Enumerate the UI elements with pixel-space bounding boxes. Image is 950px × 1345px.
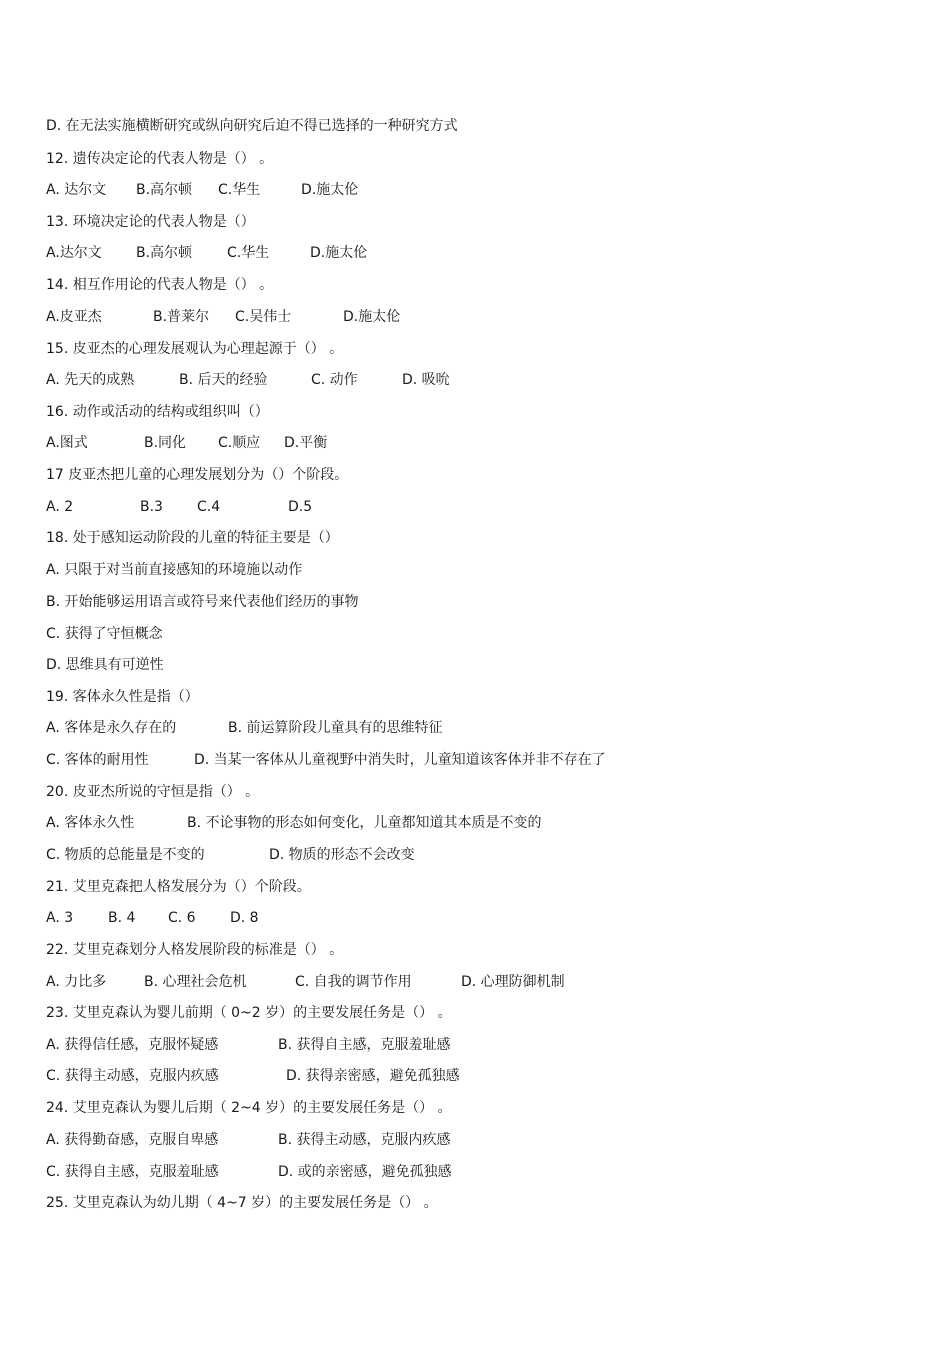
question-24: 24. 艾里克森认为婴儿后期（ 2~4 岁）的主要发展任务是（） 。 xyxy=(46,1100,452,1116)
question-22: 22. 艾里克森划分人格发展阶段的标准是（） 。 xyxy=(46,942,344,958)
option-c: C.吴伟士 xyxy=(235,309,292,325)
option-b: B. 不论事物的形态如何变化，儿童都知道其本质是不变的 xyxy=(187,815,542,831)
option-d: D.施太伦 xyxy=(343,309,401,325)
question-17: 17 皮亚杰把儿童的心理发展划分为（）个阶段。 xyxy=(46,467,349,483)
option-a: A.达尔文 xyxy=(46,245,102,261)
question-20: 20. 皮亚杰所说的守恒是指（） 。 xyxy=(46,784,260,800)
option-b: B. 获得自主感，克服羞耻感 xyxy=(278,1037,451,1053)
option-b: B.3 xyxy=(140,499,163,515)
question-14: 14. 相互作用论的代表人物是（） 。 xyxy=(46,277,274,293)
option-c: C. 6 xyxy=(168,910,196,926)
option-c: C.华生 xyxy=(218,182,261,198)
option-d: D.平衡 xyxy=(284,435,328,451)
option-b: B. 心理社会危机 xyxy=(144,974,247,990)
question-16: 16. 动作或活动的结构或组织叫（） xyxy=(46,404,269,420)
question-15: 15. 皮亚杰的心理发展观认为心理起源于（） 。 xyxy=(46,341,344,357)
option-a: A.皮亚杰 xyxy=(46,309,102,325)
option-c: C. 获得自主感，克服羞耻感 xyxy=(46,1164,219,1180)
question-23: 23. 艾里克森认为婴儿前期（ 0~2 岁）的主要发展任务是（） 。 xyxy=(46,1005,452,1021)
option-d: D.施太伦 xyxy=(301,182,359,198)
option-b: B. 前运算阶段儿童具有的思维特征 xyxy=(228,720,443,736)
option-b: B.同化 xyxy=(144,435,187,451)
option-d: D. 吸吮 xyxy=(402,372,450,388)
option-d: D.5 xyxy=(288,499,313,515)
option-a: A.图式 xyxy=(46,435,88,451)
option-a: A. 3 xyxy=(46,910,74,926)
option-b: B.普莱尔 xyxy=(153,309,210,325)
question-18-option-a: A. 只限于对当前直接感知的环境施以动作 xyxy=(46,562,303,578)
option-b: B. 后天的经验 xyxy=(179,372,268,388)
question-18-option-b: B. 开始能够运用语言或符号来代表他们经历的事物 xyxy=(46,594,359,610)
option-d: D. 当某一客体从儿童视野中消失时，儿童知道该客体并非不存在了 xyxy=(194,752,606,768)
question-18-option-c: C. 获得了守恒概念 xyxy=(46,626,163,642)
option-c: C. 客体的耐用性 xyxy=(46,752,149,768)
option-a: A. 力比多 xyxy=(46,974,107,990)
option-d: D. 心理防御机制 xyxy=(461,974,565,990)
question-12-prev-option-d: D. 在无法实施横断研究或纵向研究后迫不得已选择的一种研究方式 xyxy=(46,118,458,134)
question-13: 13. 环境决定论的代表人物是（） xyxy=(46,214,255,230)
option-a: A. 先天的成熟 xyxy=(46,372,135,388)
option-a: A. 获得勤奋感，克服自卑感 xyxy=(46,1132,219,1148)
option-c: C.华生 xyxy=(227,245,270,261)
option-b: B.高尔顿 xyxy=(136,182,193,198)
question-18: 18. 处于感知运动阶段的儿童的特征主要是（） xyxy=(46,530,339,546)
option-c: C.4 xyxy=(197,499,221,515)
option-a: A. 获得信任感，克服怀疑感 xyxy=(46,1037,219,1053)
option-c: C. 自我的调节作用 xyxy=(295,974,412,990)
option-d: D. 获得亲密感，避免孤独感 xyxy=(286,1068,460,1084)
option-c: C. 物质的总能量是不变的 xyxy=(46,847,205,863)
option-d: D. 8 xyxy=(230,910,259,926)
option-c: C. 动作 xyxy=(311,372,358,388)
question-21: 21. 艾里克森把人格发展分为（）个阶段。 xyxy=(46,879,311,895)
option-c: C.顺应 xyxy=(218,435,261,451)
option-c: C. 获得主动感，克服内疚感 xyxy=(46,1068,219,1084)
option-a: A. 2 xyxy=(46,499,74,515)
question-25: 25. 艾里克森认为幼儿期（ 4~7 岁）的主要发展任务是（） 。 xyxy=(46,1195,438,1211)
question-12: 12. 遗传决定论的代表人物是（） 。 xyxy=(46,151,274,167)
option-d: D. 或的亲密感，避免孤独感 xyxy=(278,1164,452,1180)
question-18-option-d: D. 思维具有可逆性 xyxy=(46,657,164,673)
option-d: D. 物质的形态不会改变 xyxy=(269,847,415,863)
option-b: B. 获得主动感，克服内疚感 xyxy=(278,1132,451,1148)
option-a: A. 客体永久性 xyxy=(46,815,135,831)
question-19: 19. 客体永久性是指（） xyxy=(46,689,199,705)
option-d: D.施太伦 xyxy=(310,245,368,261)
option-a: A. 达尔文 xyxy=(46,182,107,198)
option-a: A. 客体是永久存在的 xyxy=(46,720,177,736)
option-b: B.高尔顿 xyxy=(136,245,193,261)
option-b: B. 4 xyxy=(108,910,136,926)
